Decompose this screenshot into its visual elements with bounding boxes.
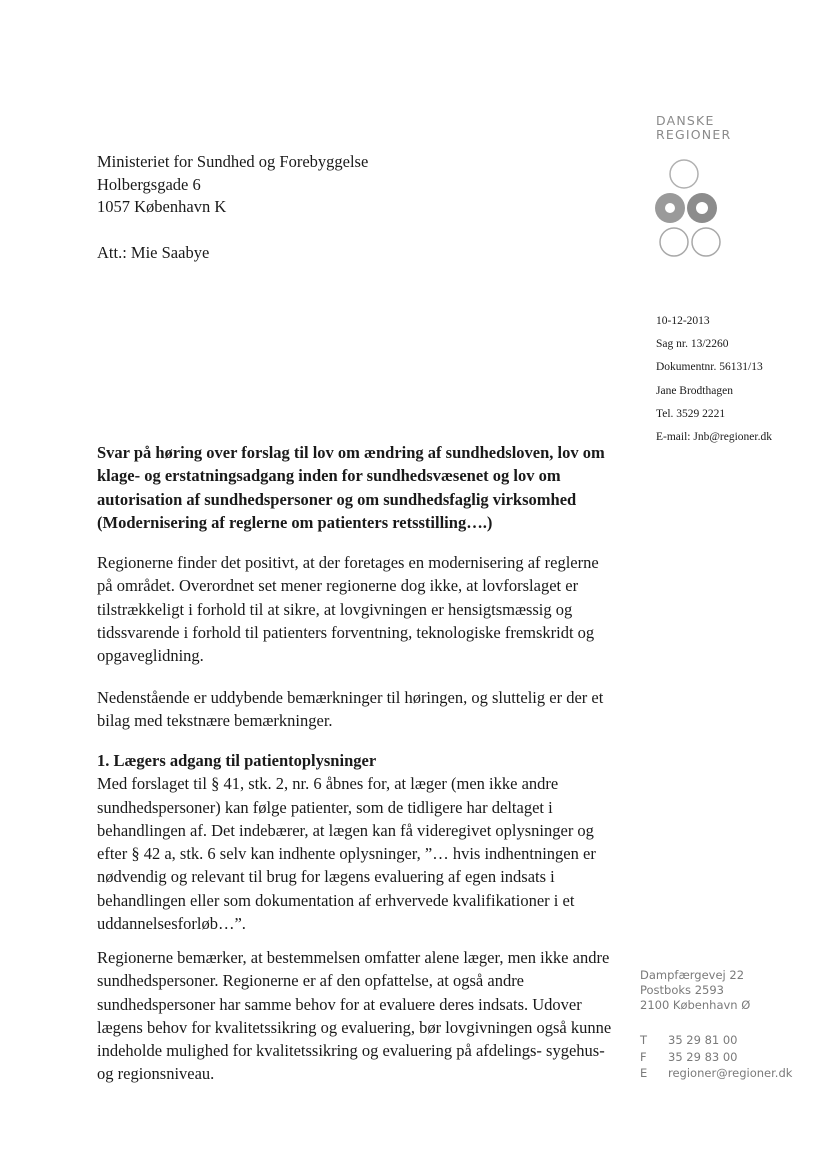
attention-line: Att.: Mie Saabye bbox=[97, 243, 210, 262]
logo-circles-icon bbox=[652, 156, 736, 262]
email-value: regioner@regioner.dk bbox=[668, 1066, 793, 1080]
letter-subject: Svar på høring over forslag til lov om ændring af sundhedsloven, lov om klage- og erstatningsadgang inden for sundhedsvæsenet og lov om autorisation af sundhedspersoner og om sundhedsfaglig virksomhed (Modernisering af reglerne om patienters retsstilling….) bbox=[97, 443, 605, 532]
recipient-line: 1057 København K bbox=[97, 197, 227, 216]
letter-meta bbox=[656, 310, 772, 449]
case-number: Sag nr. 13/2260 bbox=[656, 338, 729, 351]
footer-phone bbox=[640, 1032, 792, 1049]
fax-label: F bbox=[640, 1049, 647, 1064]
footer-pobox: Postboks 2593 bbox=[640, 983, 724, 997]
body-paragraph-3: Med forslaget til § 41, stk. 2, nr. 6 åbnes for, at læger (men ikke andre sundhedspersoner) kan følge patienter, som de tidligere har deltaget i behandlingen af. Det indebærer, at lægen kan få videregivet oplysninger og efter § 42 a, stk. 6 selv kan indhente oplysninger, ”… hvis indhentningen er nødvendig og relevant til brug for lægens evaluering af egen indsats i behandlingen eller som dokumentation af erhvervede kvalifikationer i et uddannelsesforløb…”. bbox=[97, 774, 596, 934]
author-name: Jane Brodthagen bbox=[656, 384, 733, 397]
body-paragraph-2: Nedenstående er uddybende bemærkninger til høringen, og sluttelig er der et bilag med tekstnære bemærkninger. bbox=[97, 688, 604, 731]
recipient-line: Ministeriet for Sundhed og Forebyggelse bbox=[97, 152, 369, 171]
phone: Tel. 3529 2221 bbox=[656, 407, 726, 420]
logo-wordmark bbox=[656, 114, 776, 142]
document-number: Dokumentnr. 56131/13 bbox=[656, 361, 763, 374]
section-heading: 1. Lægers adgang til patientoplysninger bbox=[97, 751, 377, 770]
date: 10-12-2013 bbox=[656, 315, 710, 327]
body-paragraph-1: Regionerne finder det positivt, at der foretages en modernisering af reglerne på området. Overordnet set mener regionerne dog ikke, at lovforslaget er tilstrækkeligt i forhold til at sikre, at lovgivningen er hensigtsmæssig og tidssvarende i forhold til patienters forventning, teknologiske fremskridt og opgaveglidning. bbox=[97, 553, 599, 666]
footer-address bbox=[640, 968, 750, 1013]
body-paragraph-4: Regionerne bemærker, at bestemmelsen omfatter alene læger, men ikke andre sundhedspersoner. Regionerne er af den opfattelse, at også andre sundhedspersoner har samme behov for at evaluere deres indsats. Udover lægens behov for kvalitetssikring og evaluering, bør lovgivningen også kunne indeholde mulighed for kvalitetssikring og evaluering på afdelings- sygehus- og regionsniveau. bbox=[97, 948, 612, 1084]
email-label: E bbox=[640, 1066, 648, 1080]
recipient-address bbox=[97, 151, 368, 219]
email: E-mail: Jnb@regioner.dk bbox=[656, 431, 772, 444]
phone-value: 35 29 81 00 bbox=[668, 1033, 738, 1047]
footer-email bbox=[640, 1065, 792, 1082]
footer-fax bbox=[640, 1049, 792, 1066]
footer-contact bbox=[640, 1032, 792, 1082]
footer-street: Dampfærgevej 22 bbox=[640, 968, 745, 982]
recipient-line: Holbergsgade 6 bbox=[97, 174, 201, 194]
phone-label: T bbox=[640, 1033, 648, 1047]
logo-line-1: DANSKE bbox=[656, 113, 715, 128]
logo-line-2: REGIONER bbox=[656, 127, 732, 142]
section-1 bbox=[97, 749, 617, 935]
footer-city: 2100 København Ø bbox=[640, 998, 751, 1012]
fax-value: 35 29 83 00 bbox=[668, 1049, 738, 1064]
